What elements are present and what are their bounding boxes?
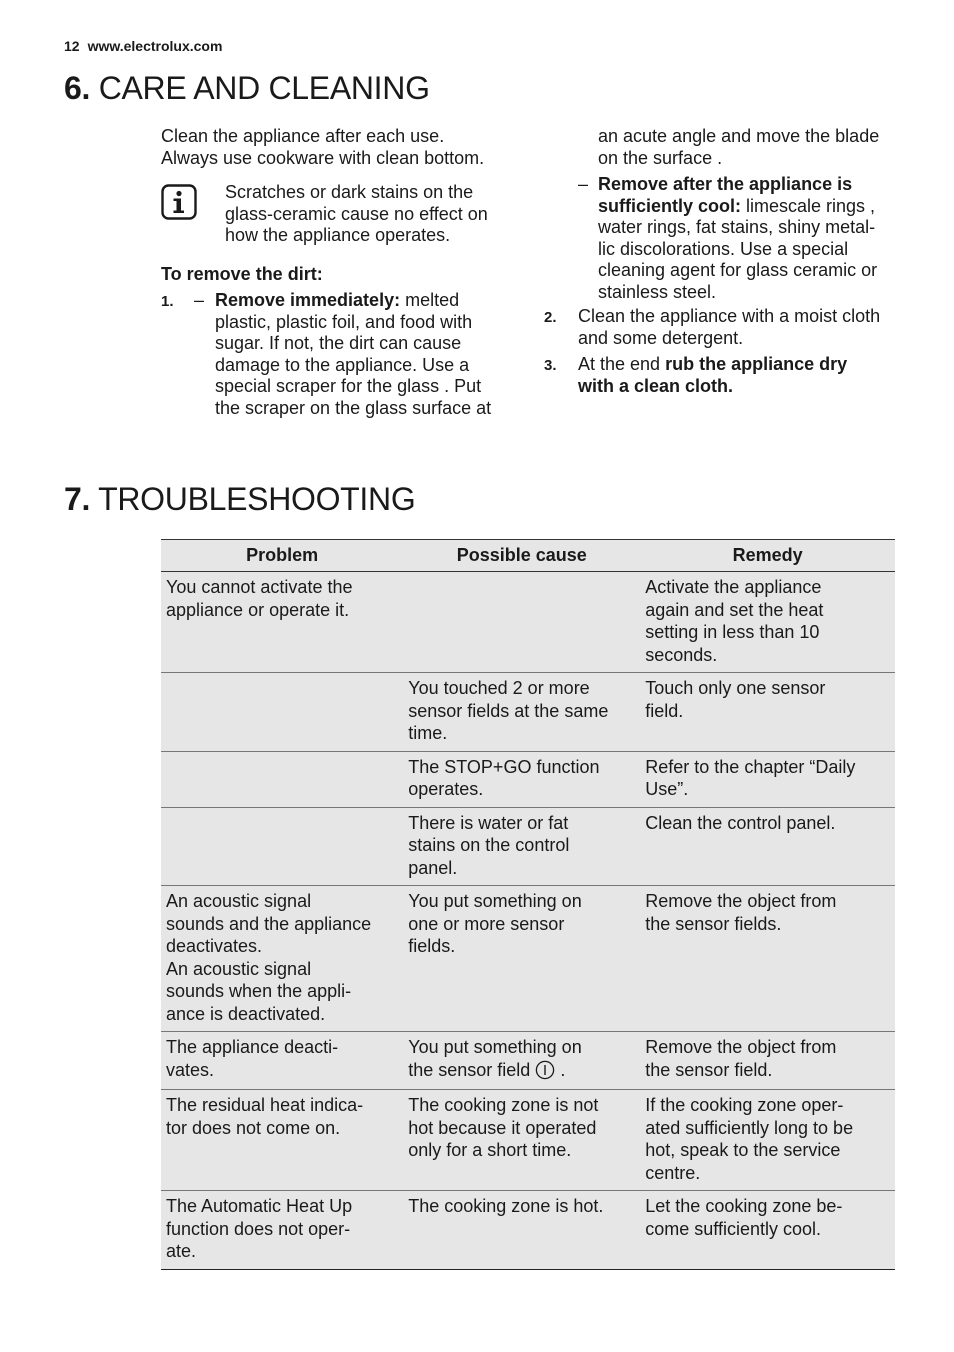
info-note: [225, 182, 515, 247]
step-line: At the end: [578, 354, 666, 374]
intro-paragraph: [161, 126, 506, 169]
step-line: lic discolorations. Use a special: [598, 238, 849, 259]
cell-line: ate.: [166, 1241, 197, 1261]
cell-line: Activate the appliance: [645, 577, 822, 597]
cell-line: You touched 2 or more: [408, 678, 590, 698]
header-remedy: Remedy: [640, 540, 895, 572]
header-possible-cause: Possible cause: [403, 540, 640, 572]
step-line: special scraper for the glass . Put: [215, 376, 482, 396]
cell-line: If the cooking zone oper-: [645, 1095, 844, 1115]
table-header-row: [161, 540, 895, 572]
info-note-line: glass-ceramic cause no effect on: [225, 203, 488, 224]
cell-line: seconds.: [645, 644, 718, 665]
cell-line: centre.: [645, 1162, 701, 1183]
cause-cell: [403, 1191, 640, 1270]
cell-line: Clean the control panel.: [645, 812, 836, 833]
cell-line: ance is deactivated.: [166, 1003, 326, 1024]
cell-line: Refer to the chapter “Daily: [645, 756, 856, 777]
cell-line: hot, speak to the service: [645, 1140, 841, 1160]
cell-line: There is water or fat: [408, 812, 569, 833]
on-off-icon: [535, 1060, 555, 1080]
step-3-bold: rub the appliance dry: [665, 354, 848, 374]
table-row: [161, 886, 895, 1032]
cause-cell: [403, 886, 640, 1032]
step-1a-bold: Remove immediately:: [215, 290, 401, 310]
cell-line: Touch only one sensor: [645, 678, 826, 698]
remedy-cell: [640, 807, 895, 886]
remedy-cell: [640, 1090, 895, 1191]
cell-line: The residual heat indica-: [166, 1095, 364, 1115]
cell-line: operates.: [408, 779, 484, 799]
cell-line: come sufficiently cool.: [645, 1218, 822, 1239]
cell-text: the sensor field: [408, 1059, 536, 1080]
dash-marker: –: [194, 290, 205, 310]
dash-marker: –: [578, 174, 589, 194]
step-line: on the surface .: [598, 147, 723, 168]
remedy-cell: [640, 751, 895, 807]
problem-cell: [161, 572, 403, 673]
section-title-text: TROUBLESHOOTING: [98, 481, 416, 517]
header-problem: Problem: [161, 540, 403, 572]
intro-line: Always use cookware with clean bottom.: [161, 147, 485, 168]
cell-line: An acoustic signal: [166, 891, 312, 911]
website-link[interactable]: www.electrolux.com: [87, 38, 223, 54]
cell-line: The cooking zone is hot.: [408, 1196, 604, 1216]
step-3-number: 3.: [544, 357, 557, 374]
step-1-number: 1.: [161, 293, 174, 310]
cause-cell: [403, 673, 640, 752]
section-title-text: CARE AND CLEANING: [98, 70, 430, 106]
cell-line: the sensor fields.: [645, 913, 782, 934]
table-row: [161, 673, 895, 752]
cell-line: sounds when the appli-: [166, 981, 352, 1001]
cell-line: Remove the object from: [645, 1037, 837, 1057]
step-line: Clean the appliance with a moist cloth: [578, 306, 881, 326]
step-line: an acute angle and move the blade: [598, 126, 880, 146]
step-line: melted: [400, 290, 460, 310]
step-line: the scraper on the glass surface at: [215, 397, 492, 418]
step-2-text: [578, 306, 908, 349]
cause-cell: [403, 807, 640, 886]
cell-line: panel.: [408, 857, 458, 878]
remedy-cell: [640, 572, 895, 673]
table-row: [161, 751, 895, 807]
step-1a-text: [215, 290, 515, 419]
step-1b-bold: Remove after the appliance is: [598, 174, 853, 194]
cell-line: ated sufficiently long to be: [645, 1117, 854, 1138]
remedy-cell: [640, 886, 895, 1032]
cell-line: field.: [645, 700, 684, 721]
step-line: water rings, fat stains, shiny metal-: [598, 217, 876, 237]
page-header: [64, 38, 222, 54]
cause-cell: [403, 1090, 640, 1191]
table-row: [161, 1191, 895, 1270]
intro-line: Clean the appliance after each use.: [161, 126, 445, 146]
cell-line: function does not oper-: [166, 1218, 351, 1239]
step-1a-continued: [598, 126, 898, 169]
cell-line: You cannot activate the: [166, 577, 353, 597]
step-line: limescale rings ,: [741, 195, 876, 216]
table-row: [161, 1032, 895, 1090]
cell-line: sensor fields at the same: [408, 700, 609, 721]
step-2-number: 2.: [544, 309, 557, 326]
step-3-bold: with a clean cloth.: [578, 375, 734, 396]
remedy-cell: [640, 1032, 895, 1090]
remedy-cell: [640, 1191, 895, 1270]
troubleshooting-table: [161, 539, 895, 1270]
cell-line: one or more sensor: [408, 913, 565, 934]
table-row: [161, 1090, 895, 1191]
step-line: and some detergent.: [578, 327, 744, 348]
problem-cell: [161, 673, 403, 752]
cause-cell: [403, 1032, 640, 1090]
problem-cell: [161, 1032, 403, 1090]
cell-line: appliance or operate it.: [166, 599, 350, 620]
cell-line: [408, 1059, 634, 1082]
cell-line: The STOP+GO function: [408, 756, 600, 777]
cell-line: The Automatic Heat Up: [166, 1196, 353, 1216]
problem-cell: [161, 1090, 403, 1191]
cell-line: time.: [408, 723, 448, 743]
step-line: damage to the appliance. Use a: [215, 354, 470, 375]
cell-line: hot because it operated: [408, 1117, 597, 1138]
problem-cell: [161, 751, 403, 807]
cell-line: Remove the object from: [645, 891, 837, 911]
cell-line: vates.: [166, 1059, 215, 1080]
page-number: 12: [64, 38, 80, 54]
cell-line: again and set the heat: [645, 599, 824, 620]
cause-cell: [403, 572, 640, 673]
info-note-line: Scratches or dark stains on the: [225, 182, 474, 202]
cell-line: tor does not come on.: [166, 1117, 341, 1138]
step-line: plastic, plastic foil, and food with: [215, 311, 473, 332]
step-1b-bold: sufficiently cool:: [598, 195, 742, 216]
remedy-cell: [640, 673, 895, 752]
cell-line: setting in less than 10: [645, 622, 820, 642]
cell-line: sounds and the appliance: [166, 913, 372, 934]
step-line: stainless steel.: [598, 281, 717, 302]
problem-cell: [161, 886, 403, 1032]
cell-line: Let the cooking zone be-: [645, 1196, 843, 1216]
cell-line: deactivates.: [166, 936, 263, 956]
cell-line: the sensor field.: [645, 1059, 773, 1080]
cell-text: .: [555, 1059, 566, 1080]
section-number: 7.: [64, 481, 91, 517]
cell-line: Use”.: [645, 779, 689, 799]
cause-cell: [403, 751, 640, 807]
step-line: cleaning agent for glass ceramic or: [598, 260, 878, 280]
section-7-title: [64, 481, 415, 518]
table-row: [161, 807, 895, 886]
problem-cell: [161, 807, 403, 886]
info-note-line: how the appliance operates.: [225, 225, 451, 245]
section-6-title: [64, 70, 430, 107]
cell-line: You put something on: [408, 1037, 582, 1057]
info-icon: [161, 184, 197, 220]
cell-line: fields.: [408, 936, 456, 956]
section-number: 6.: [64, 70, 91, 106]
cell-line: You put something on: [408, 891, 582, 911]
table-row: [161, 572, 895, 673]
cell-line: only for a short time.: [408, 1140, 572, 1160]
step-1b-text: [598, 174, 898, 303]
cell-line: The appliance deacti-: [166, 1037, 339, 1057]
remove-dirt-heading: To remove the dirt:: [161, 264, 323, 284]
cell-line: The cooking zone is not: [408, 1095, 599, 1115]
cell-line: stains on the control: [408, 835, 570, 855]
step-3-text: [578, 354, 908, 397]
step-line: sugar. If not, the dirt can cause: [215, 333, 462, 353]
problem-cell: [161, 1191, 403, 1270]
cell-line: An acoustic signal: [166, 958, 312, 979]
